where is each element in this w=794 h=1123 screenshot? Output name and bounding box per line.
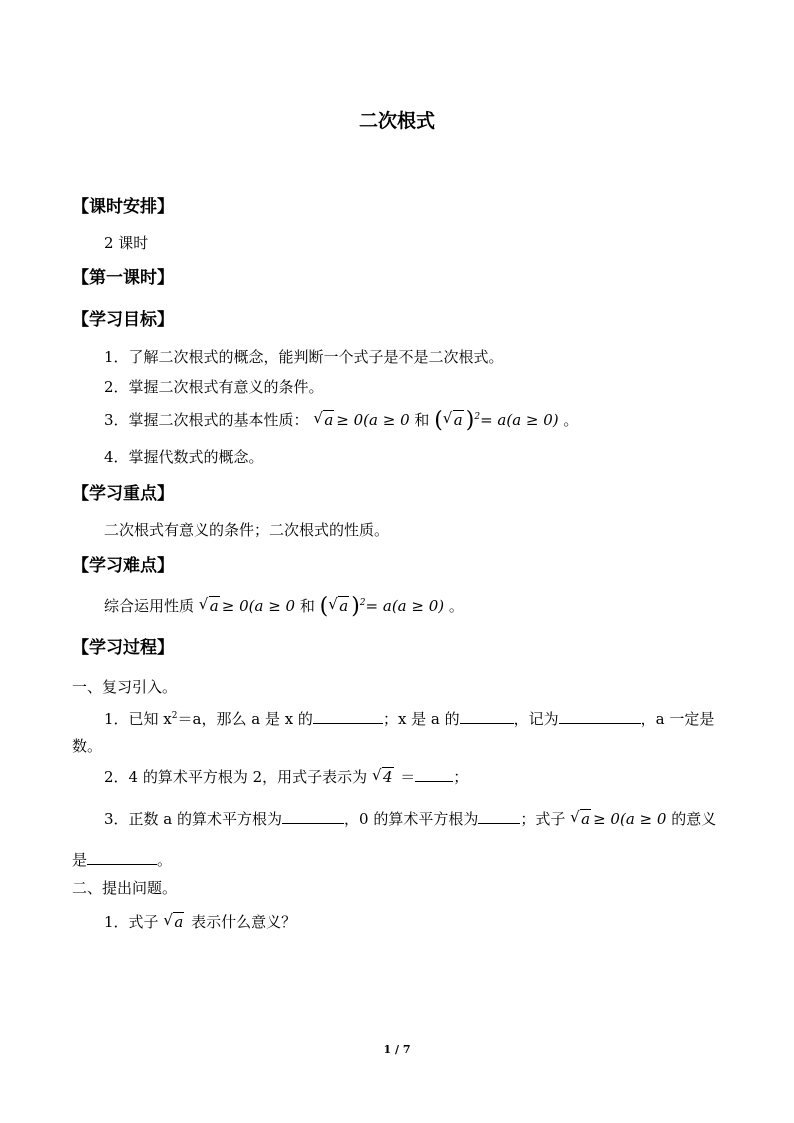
part1-heading: 一、复习引入。 <box>72 678 178 696</box>
sqrt-symbol <box>443 409 464 431</box>
goal-item-1: 1．了解二次根式的概念，能判断一个式子是不是二次根式。 <box>104 348 504 366</box>
difficult-prefix: 综合运用性质 <box>104 597 195 615</box>
q2-part-a: 2．4 的算术平方根为 2，用式子表示为 <box>104 768 368 786</box>
formula-cond: a ≥ 0 <box>369 411 410 429</box>
blank-2[interactable] <box>460 709 514 724</box>
exponent: 2 <box>359 598 366 608</box>
goal-3-and: 和 <box>414 411 430 429</box>
formula-eq: = a <box>365 597 392 615</box>
formula-geq: ≥ 0( <box>336 411 370 429</box>
q1-part-d: ，记为 <box>513 710 559 728</box>
sqrt-symbol <box>328 595 349 617</box>
sqrt-symbol <box>163 911 184 933</box>
goal-item-4: 4．掌握代数式的概念。 <box>104 448 264 466</box>
formula-geq: ≥ 0( <box>221 597 255 615</box>
p2q1-part-a: 1．式子 <box>104 913 159 931</box>
goal-3-prefix: 3．掌握二次根式的基本性质： <box>104 411 309 429</box>
sqrt-arg: a <box>324 411 334 429</box>
formula-nonneg <box>570 810 671 828</box>
schedule-heading: 【课时安排】 <box>72 197 174 217</box>
difficult-end: 。 <box>448 597 464 615</box>
sqrt-symbol <box>570 808 591 830</box>
q1-part-e: ，a 一定是 <box>640 710 715 728</box>
part2-question-1 <box>104 911 296 933</box>
sqrt-arg: a <box>453 411 463 429</box>
q1-part-b: ＝a，那么 a 是 x 的 <box>177 710 313 728</box>
exponent: 2 <box>171 711 178 721</box>
key-heading: 【学习重点】 <box>72 484 174 504</box>
blank-4[interactable] <box>415 767 453 782</box>
formula-square: (√ a )$^2$= a(a ≥ 0) <box>320 597 449 615</box>
process-heading: 【学习过程】 <box>72 638 174 658</box>
goal-item-3 <box>104 406 578 432</box>
sqrt-arg: a <box>209 597 219 615</box>
question-2 <box>104 766 468 788</box>
difficult-text <box>104 592 464 618</box>
blank-3[interactable] <box>559 709 641 724</box>
blank-6[interactable] <box>478 809 520 824</box>
exponent: 2 <box>474 412 481 422</box>
q3-part-c: ；式子 <box>520 810 566 828</box>
q3-part-a: 3．正数 a 的算术平方根为 <box>104 810 283 828</box>
formula-nonneg <box>199 597 300 615</box>
sqrt-arg: a <box>339 597 349 615</box>
q3-part-b: ，0 的算术平方根为 <box>344 810 479 828</box>
question-1-cont: 数。 <box>72 737 103 755</box>
schedule-text: 2 课时 <box>104 234 149 252</box>
formula-cond: a ≥ 0 <box>625 810 667 828</box>
question-3-cont <box>72 849 172 871</box>
key-text: 二次根式有意义的条件；二次根式的性质。 <box>104 521 390 539</box>
q1-part-a: 1．已知 x <box>104 710 172 728</box>
sqrt-arg: a <box>581 810 591 828</box>
formula-cond-paren: (a ≥ 0) <box>506 411 559 429</box>
formula-eq: = a <box>480 411 507 429</box>
blank-7[interactable] <box>87 850 157 865</box>
q2-part-c: ； <box>453 768 469 786</box>
sqrt-arg: 4 <box>382 768 393 786</box>
q2-part-b: ＝ <box>400 768 416 786</box>
blank-5[interactable] <box>282 809 344 824</box>
question-3 <box>104 808 716 830</box>
q3-part-d: 的意义 <box>671 810 717 828</box>
formula-cond: a ≥ 0 <box>254 597 296 615</box>
difficult-heading: 【学习难点】 <box>72 556 174 576</box>
question-1 <box>104 705 714 730</box>
sqrt-arg: a <box>174 913 184 931</box>
q1-part-c: ；x 是 a 的 <box>382 710 460 728</box>
q3-part-e: 是 <box>72 851 88 869</box>
goal-3-end: 。 <box>563 411 579 429</box>
goal-item-2: 2．掌握二次根式有意义的条件。 <box>104 378 324 396</box>
formula-geq: ≥ 0( <box>593 810 626 828</box>
sqrt-symbol <box>313 409 334 431</box>
goals-heading: 【学习目标】 <box>72 310 174 330</box>
sqrt-symbol <box>199 595 220 617</box>
formula-square: (√ a )$^2$= a(a ≥ 0) <box>434 411 563 429</box>
document-title: 二次根式 <box>358 110 435 132</box>
q3-part-f: 。 <box>157 851 173 869</box>
page-number: 1 / 7 <box>383 1043 411 1056</box>
part2-heading: 二、提出问题。 <box>72 879 178 897</box>
formula-cond-paren: (a ≥ 0) <box>391 597 445 615</box>
sqrt-symbol <box>372 766 394 788</box>
difficult-and: 和 <box>299 597 315 615</box>
p2q1-part-b: 表示什么意义？ <box>191 913 297 931</box>
formula-nonneg <box>313 411 414 429</box>
lesson-heading: 【第一课时】 <box>72 268 174 288</box>
blank-1[interactable] <box>313 709 383 724</box>
